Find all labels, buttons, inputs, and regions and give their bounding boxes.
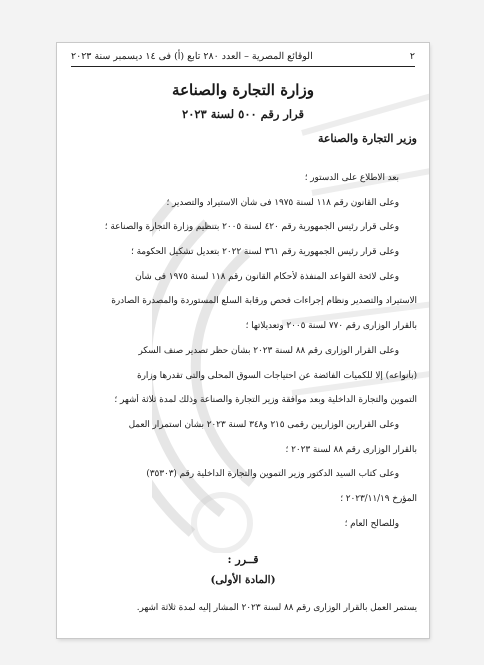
decree-number: قرار رقم ٥٠٠ لسنة ٢٠٢٣	[182, 107, 304, 121]
preamble-line: بالقرار الوزارى رقم ٨٨ لسنة ٢٠٢٣ ؛	[285, 445, 417, 455]
preamble-line: وعلى القانون رقم ١١٨ لسنة ١٩٧٥ فى شأن الاستيراد والتصدير ؛	[166, 198, 399, 208]
preamble-line: بعد الاطلاع على الدستور ؛	[304, 173, 399, 183]
preamble-line: وعلى قرار رئيس الجمهورية رقم ٣٦١ لسنة ٢٠٢٢ بتعديل تشكيل الحكومة ؛	[130, 247, 399, 257]
preamble-line: (بأنواعه) إلا للكميات الفائضة عن احتياجات السوق المحلى والتى تقدرها وزارة	[137, 371, 417, 381]
preamble-line: وللصالح العام ؛	[344, 519, 399, 529]
gazette-header-text: الوقائع المصرية – العدد ٢٨٠ تابع (أ) فى ١٤ ديسمبر سنة ٢٠٢٣	[71, 51, 313, 62]
preamble-line: وعلى القرار الوزارى رقم ٨٨ لسنة ٢٠٢٣ بشأن حظر تصدير صنف السكر	[138, 346, 399, 356]
preamble-line: وعلى قرار رئيس الجمهورية رقم ٤٢٠ لسنة ٢٠٠٥ بتنظيم وزارة التجارة والصناعة ؛	[104, 222, 399, 232]
ministry-title: وزارة التجارة والصناعة	[172, 81, 314, 99]
document-page	[57, 43, 429, 638]
article-heading: (المادة الأولى)	[210, 574, 276, 586]
preamble-line: وعلى القرارين الوزاريين رقمى ٢١٥ و٣٤٨ لسنة ٢٠٢٣ بشأن استمرار العمل	[128, 420, 399, 430]
preamble-line: بالقرار الوزارى رقم ٧٧٠ لسنة ٢٠٠٥ وتعديلاتها ؛	[245, 321, 417, 331]
issuer-title: وزير التجارة والصناعة	[317, 132, 417, 145]
preamble-line: الاستيراد والتصدير ونظام إجراءات فحص ورقابة السلع المستوردة والمصدرة الصادرة	[111, 296, 417, 306]
preamble-line: المؤرخ ٢٠٢٣/١١/١٩ ؛	[340, 494, 417, 504]
preamble-line: التموين والتجارة الداخلية وبعد موافقة وزير التجارة والصناعة وذلك لمدة ثلاثة أشهر ؛	[114, 395, 417, 405]
preamble-line: وعلى كتاب السيد الدكتور وزير التموين والتجارة الداخلية رقم (٣٥٣٠٣)	[146, 469, 399, 479]
page-number: ٢	[409, 51, 415, 62]
preamble-line: وعلى لائحة القواعد المنفذة لأحكام القانون رقم ١١٨ لسنة ١٩٧٥ فى شأن	[135, 272, 399, 282]
decision-heading: قــرر :	[227, 553, 259, 566]
running-header	[71, 51, 415, 67]
article-text: يستمر العمل بالقرار الوزارى رقم ٨٨ لسنة ٢٠٢٣ المشار إليه لمدة ثلاثة أشهر.	[136, 603, 417, 613]
